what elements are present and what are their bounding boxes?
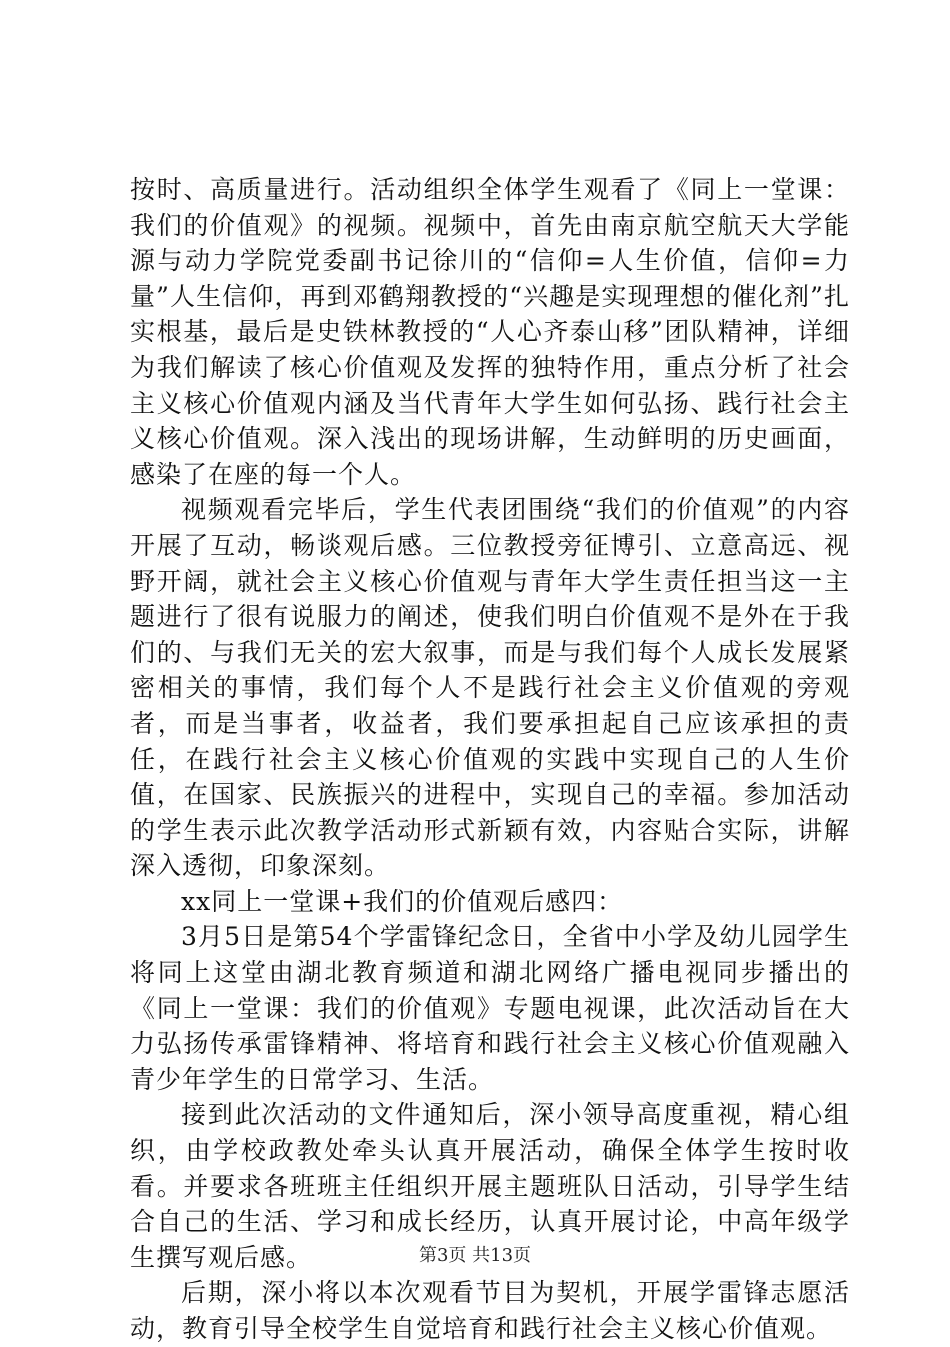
page-number-footer: 第3页 共13页	[418, 1245, 532, 1266]
paragraph-leifeng-day: 3月5日是第54个学雷锋纪念日，全省中小学及幼儿园学生将同上这堂由湖北教育频道和湖北网络广播电视同步播出的《同上一堂课：我们的价值观》专题电视课，此次活动旨在大力弘扬传承雷锋精神、将培育和践行社会主义核心价值观融入青少年学生的日常学习、生活。	[130, 922, 850, 1094]
paragraph-school-organization: 接到此次活动的文件通知后，深小领导高度重视，精心组织，由学校政教处牵头认真开展活动，确保全体学生按时收看。并要求各班班主任组织开展主题班队日活动，引导学生结合自己的生活、学习和成长经历，认真开展讨论，中高年级学生撰写观后感。	[130, 1100, 850, 1272]
section-heading: xx同上一堂课+我们的价值观后感四：	[181, 886, 624, 916]
paragraph-discussion: 视频观看完毕后，学生代表团围绕“我们的价值观”的内容开展了互动，畅谈观后感。三位教授旁征博引、立意高远、视野开阔，就社会主义核心价值观与青年大学生责任担当这一主题进行了很有说服力的阐述，使我们明白价值观不是外在于我们的、与我们无关的宏大叙事，而是与我们每个人成长发展紧密相关的事情，我们每个人不是践行社会主义价值观的旁观者，而是当事者，收益者，我们要承担起自己应该承担的责任，在践行社会主义核心价值观的实践中实现自己的人生价值，在国家、民族振兴的进程中，实现自己的幸福。参加活动的学生表示此次教学活动形式新颖有效，内容贴合实际，讲解深入透彻，印象深刻。	[130, 495, 850, 881]
paragraph-follow-up: 后期，深小将以本次观看节目为契机，开展学雷锋志愿活动，教育引导全校学生自觉培育和践行社会主义核心价值观。	[130, 1278, 850, 1343]
document-body	[130, 172, 850, 1347]
paragraph-continuation: 按时、高质量进行。活动组织全体学生观看了《同上一堂课：我们的价值观》的视频。视频中，首先由南京航空航天大学能源与动力学院党委副书记徐川的“信仰=人生价值，信仰=力量”人生信仰，再到邓鹤翔教授的“兴趣是实现理想的催化剂”扎实根基，最后是史铁林教授的“人心齐泰山移”团队精神，详细为我们解读了核心价值观及发挥的独特作用，重点分析了社会主义核心价值观内涵及当代青年大学生如何弘扬、践行社会主义核心价值观。深入浅出的现场讲解，生动鲜明的历史画面，感染了在座的每一个人。	[130, 175, 850, 489]
